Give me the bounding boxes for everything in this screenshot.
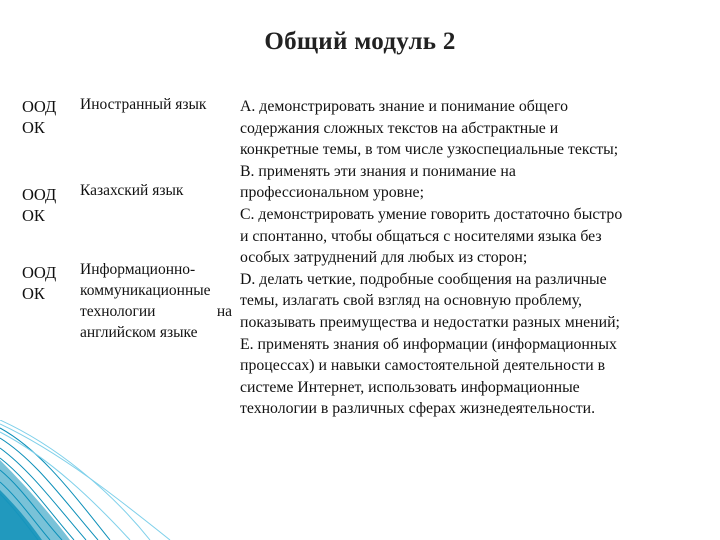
outcome-line: особых затруднений для любых из сторон;: [240, 249, 528, 267]
outcome-line: профессиональном уровне;: [240, 184, 424, 202]
outcome-line: технологии в различных сферах жизнедеятельности.: [240, 400, 596, 418]
outcome-line: показывать преимущества и недостатки разных мнений;: [240, 313, 620, 331]
subject-line: Казахский язык: [80, 182, 184, 199]
outcome-line: системе Интернет, использовать информационные: [240, 378, 580, 396]
subject-foreign-language: [80, 94, 232, 115]
subject-line: Иностранный язык: [80, 96, 207, 113]
slide-title: Общий модуль 2: [264, 28, 456, 55]
code-line: ООД: [22, 97, 57, 116]
subject-line: коммуникационные: [80, 282, 211, 299]
outcome-line: конкретные темы, в том числе узкоспециальные тексты;: [240, 141, 619, 159]
code-line: ОК: [22, 284, 45, 303]
code-line: ОК: [22, 118, 45, 137]
subject-line: Информационно-: [80, 261, 196, 278]
subject-line-text: технологии на: [80, 303, 232, 320]
outcome-line: C. демонстрировать умение говорить достаточно быстро: [240, 205, 623, 223]
outcome-line: и спонтанно, чтобы общаться с носителями языка без: [240, 227, 602, 245]
outcome-line: B. применять эти знания и понимание на: [240, 162, 516, 180]
subject-kazakh-language: [80, 180, 232, 201]
outcome-line: E. применять знания об информации (информационных: [240, 335, 617, 353]
outcome-line: D. делать четкие, подробные сообщения на различные: [240, 270, 607, 288]
code-line: ОК: [22, 206, 45, 225]
outcome-line: процессах) и навыки самостоятельной деятельности в: [240, 357, 606, 375]
subject-line: английском языке: [80, 324, 198, 341]
code-line: ООД: [22, 263, 57, 282]
subject-ict-english: [80, 259, 232, 343]
decorative-wave-graphic: [0, 420, 190, 540]
learning-outcomes-text: [240, 96, 688, 420]
outcome-line: содержания сложных текстов на абстрактные и: [240, 119, 559, 137]
code-line: ООД: [22, 185, 57, 204]
outcome-line: A. демонстрировать знание и понимание общего: [240, 98, 568, 115]
module-code-1: [22, 96, 80, 138]
module-code-3: [22, 262, 80, 304]
subject-line: [80, 301, 232, 322]
module-code-2: [22, 184, 80, 226]
outcome-line: темы, излагать свой взгляд на основную проблему,: [240, 292, 583, 310]
